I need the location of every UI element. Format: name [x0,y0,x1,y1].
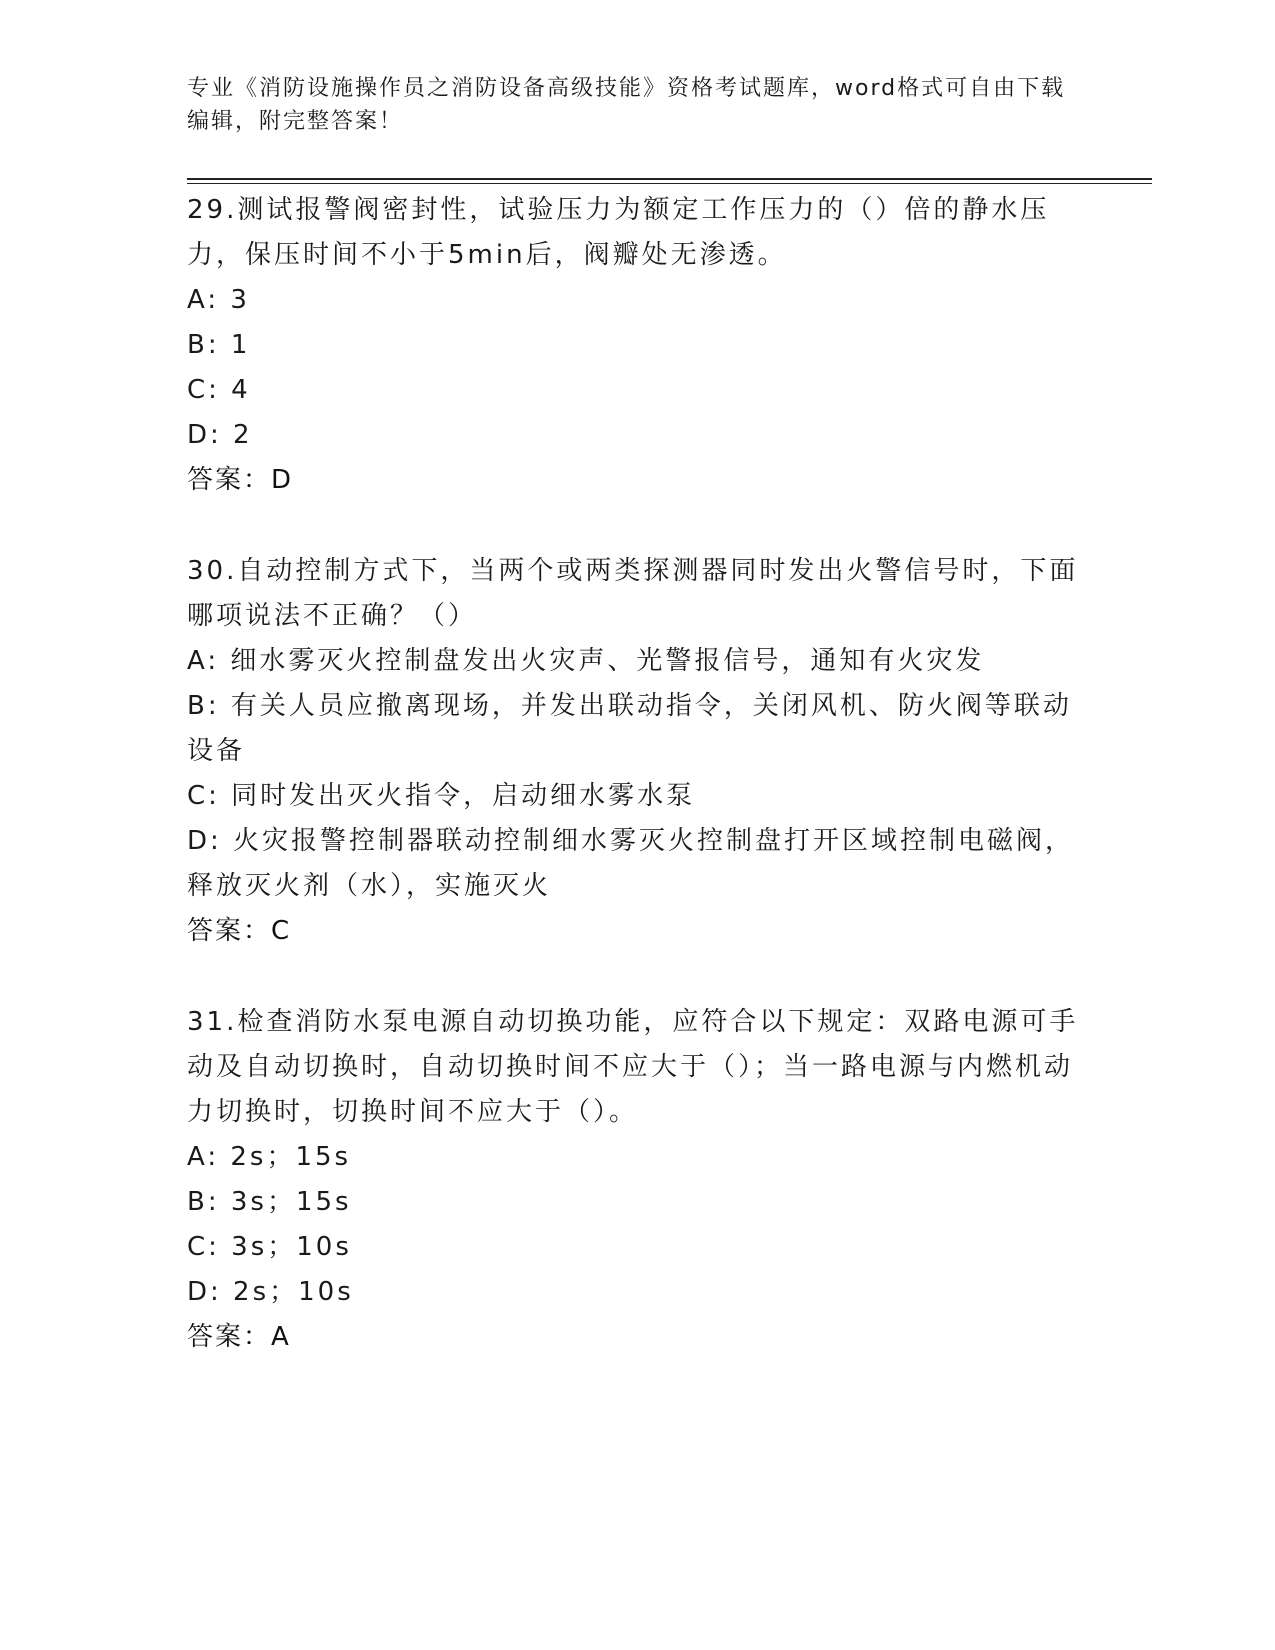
question-31 [187,1000,1087,1360]
question-text: 31.检查消防水泵电源自动切换功能，应符合以下规定：双路电源可手动及自动切换时，自动切换时间不应大于（）；当一路电源与内燃机动力切换时，切换时间不应大于（）。 [187,1007,1079,1127]
question-30 [187,549,1087,954]
header-divider-thick [187,178,1152,180]
question-text: 30.自动控制方式下，当两个或两类探测器同时发出火警信号时，下面哪项说法不正确？（） [187,556,1079,631]
option-a: A: 3 [187,285,250,315]
question-list [187,188,1087,1406]
option-a: A: 细水雾灭火控制盘发出火灾声、光警报信号，通知有火灾发 [187,646,985,676]
option-d: D: 2s；10s [187,1277,354,1307]
document-header: 专业《消防设施操作员之消防设备高级技能》资格考试题库，word格式可自由下载编辑，附完整答案！ [187,76,1066,134]
question-29 [187,188,1087,503]
option-d: D: 2 [187,420,253,450]
answer: 答案：D [187,465,294,495]
question-text: 29.测试报警阀密封性，试验压力为额定工作压力的（）倍的静水压力，保压时间不小于5min后，阀瓣处无渗透。 [187,195,1050,270]
option-a: A: 2s；15s [187,1142,352,1172]
option-c: C: 同时发出灭火指令，启动细水雾水泵 [187,781,696,811]
answer: 答案：C [187,916,292,946]
header-divider-thin [187,183,1152,184]
option-d: D: 火灾报警控制器联动控制细水雾灭火控制盘打开区域控制电磁阀，释放灭火剂（水），实施灭火 [187,826,1075,901]
option-b: B: 1 [187,330,251,360]
answer: 答案：A [187,1322,291,1352]
option-b: B: 有关人员应撤离现场，并发出联动指令，关闭风机、防火阀等联动设备 [187,691,1072,766]
option-b: B: 3s；15s [187,1187,352,1217]
option-c: C: 3s；10s [187,1232,352,1262]
option-c: C: 4 [187,375,251,405]
